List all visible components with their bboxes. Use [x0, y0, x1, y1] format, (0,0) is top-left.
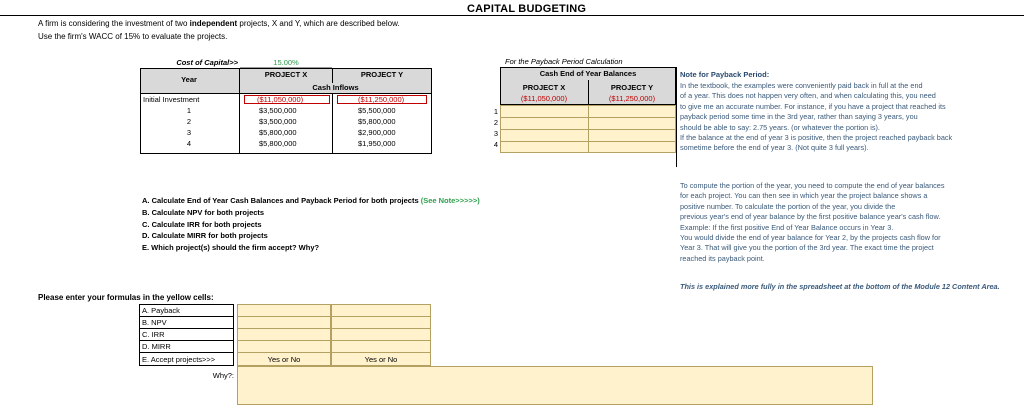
answer-hdiv-2 [237, 328, 431, 329]
payback-project-y: PROJECT Y [610, 83, 654, 92]
answers-hdiv-2 [139, 328, 234, 329]
payback-input-hdiv-2 [500, 129, 676, 130]
row-label-1: 1 [186, 106, 192, 115]
answer-label-mirr: D. MIRR [142, 342, 171, 351]
row-label-initial: Initial Investment [143, 95, 200, 104]
why-answer-input[interactable] [237, 366, 873, 405]
note2-line-8: reached its payback point. [680, 253, 765, 263]
note-line-2: of a year. This does not happen very often, and when calculating this, you need [680, 91, 936, 101]
note-border [676, 67, 677, 167]
note-body [680, 81, 1015, 154]
answers-hdiv-4 [139, 352, 234, 353]
payback-project-x: PROJECT X [522, 83, 566, 92]
note2-line-5: Example: If the first positive End of Year Balance occurs in Year 3. [680, 222, 894, 232]
note-line-5: should be able to say: 2.75 years. (or whatever the portion is). [680, 122, 880, 132]
payback-input-hdiv-3 [500, 141, 676, 142]
intro-text-pre: A firm is considering the investment of two [38, 19, 190, 28]
cell-x-initial[interactable]: ($11,050,000) [244, 95, 330, 104]
note2-line-1: To compute the portion of the year, you need to compute the end of year balances [680, 181, 945, 190]
answers-prompt: Please enter your formulas in the yellow cells: [38, 293, 214, 302]
answer-label-accept: E. Accept projects>>> [142, 355, 216, 364]
answer-label-payback: A. Payback [142, 306, 180, 315]
note2-line-4: previous year's end of year balance by the first positive balance year's cash flow. [680, 212, 941, 222]
question-a [142, 195, 480, 207]
cell-y-1[interactable]: $5,500,000 [358, 106, 396, 115]
cell-y-2[interactable]: $5,800,000 [358, 117, 396, 126]
cell-x-4[interactable]: $5,800,000 [259, 139, 297, 148]
cell-x-2[interactable]: $3,500,000 [259, 117, 297, 126]
answer-label-npv: B. NPV [142, 318, 167, 327]
row-label-3: 3 [186, 128, 192, 137]
answer-label-irr: C. IRR [142, 330, 165, 339]
payback-year-3: 3 [493, 129, 498, 138]
accept-y-value[interactable]: Yes or No [364, 355, 398, 364]
question-b: B. Calculate NPV for both projects [142, 207, 265, 217]
cell-x-1[interactable]: $3,500,000 [259, 106, 297, 115]
answers-hdiv-1 [139, 316, 234, 317]
year-header: Year [181, 75, 197, 84]
why-label: Why?: [212, 371, 234, 380]
page-title: CAPITAL BUDGETING [467, 3, 587, 15]
intro-line-1 [38, 18, 400, 29]
intro-text-bold: independent [189, 19, 238, 28]
intro-line-2: Use the firm's WACC of 15% to evaluate the projects. [38, 32, 228, 41]
question-d: D. Calculate MIRR for both projects [142, 231, 268, 241]
answer-hdiv-3 [237, 340, 431, 341]
answer-hdiv-4 [237, 352, 431, 353]
cell-y-initial[interactable]: ($11,250,000) [337, 95, 427, 104]
intro-text-post: projects, X and Y, which are described below. [237, 19, 400, 28]
answers-hdiv-3 [139, 340, 234, 341]
note2-line-6: You would divide the end of year balance for Year 2, by the projects cash flow for [680, 233, 941, 243]
note-line-4: payback period some time in the 3rd year, rather than saying 3 years, you [680, 112, 918, 122]
payback-year-4: 4 [493, 140, 498, 149]
payback-header: Cash End of Year Balances [539, 69, 637, 78]
note-para-2 [680, 181, 1020, 264]
note-line-7: sometime before the end of year 3. (Not quite 3 full years). [680, 143, 869, 153]
title-divider [0, 15, 1024, 16]
note-line-1: In the textbook, the examples were conveniently paid back in full at the end [680, 81, 923, 90]
note2-line-3: positive number. To calculate the portion of the year, you divide the [680, 201, 896, 211]
payback-input-hdiv-1 [500, 117, 676, 118]
see-note-link[interactable]: (See Note>>>>>) [420, 196, 480, 205]
note-title: Note for Payback Period: [680, 70, 770, 79]
cost-of-capital-label: Cost of Capital>> [176, 58, 238, 67]
table-divider-2a [332, 68, 333, 83]
question-c: C. Calculate IRR for both projects [142, 219, 262, 229]
note-line-3: to give me an accurate number. For instance, if you have a project that reached its [680, 101, 946, 111]
answer-hdiv-1 [237, 316, 431, 317]
table-divider-1 [239, 68, 240, 154]
project-x-header: PROJECT X [264, 70, 308, 79]
question-e: E. Which project(s) should the firm accept? Why? [142, 243, 320, 253]
payback-year-1: 1 [493, 107, 498, 116]
payback-initial-x[interactable]: ($11,050,000) [520, 94, 568, 103]
cost-of-capital-value[interactable]: 15.00% [240, 58, 332, 68]
note2-line-7: Year 3. That will give you the portion of the 3rd year. The exact time the project [680, 243, 934, 253]
payback-divider [588, 80, 589, 105]
cell-y-4[interactable]: $1,950,000 [358, 139, 396, 148]
row-label-2: 2 [186, 117, 192, 126]
cell-y-3[interactable]: $2,900,000 [358, 128, 396, 137]
note-line-6: If the balance at the end of year 3 is positive, then the project reached payback back [680, 133, 953, 143]
cash-inflows-header: Cash Inflows [312, 83, 359, 92]
cell-x-3[interactable]: $5,800,000 [259, 128, 297, 137]
questions [142, 195, 480, 254]
question-a-text: A. Calculate End of Year Cash Balances and Payback Period for both projects [142, 196, 419, 205]
project-y-header: PROJECT Y [360, 70, 404, 79]
table-divider-2b [332, 94, 333, 154]
payback-year-2: 2 [493, 118, 498, 127]
payback-caption: For the Payback Period Calculation [505, 57, 623, 66]
accept-x-value[interactable]: Yes or No [267, 355, 301, 364]
note2-line-2: for each project. You can then see in which year the project balance shows a [680, 191, 928, 201]
note-footer: This is explained more fully in the spreadsheet at the bottom of the Module 12 Content Area. [680, 282, 1000, 291]
payback-initial-y[interactable]: ($11,250,000) [608, 94, 656, 103]
row-label-4: 4 [186, 139, 192, 148]
